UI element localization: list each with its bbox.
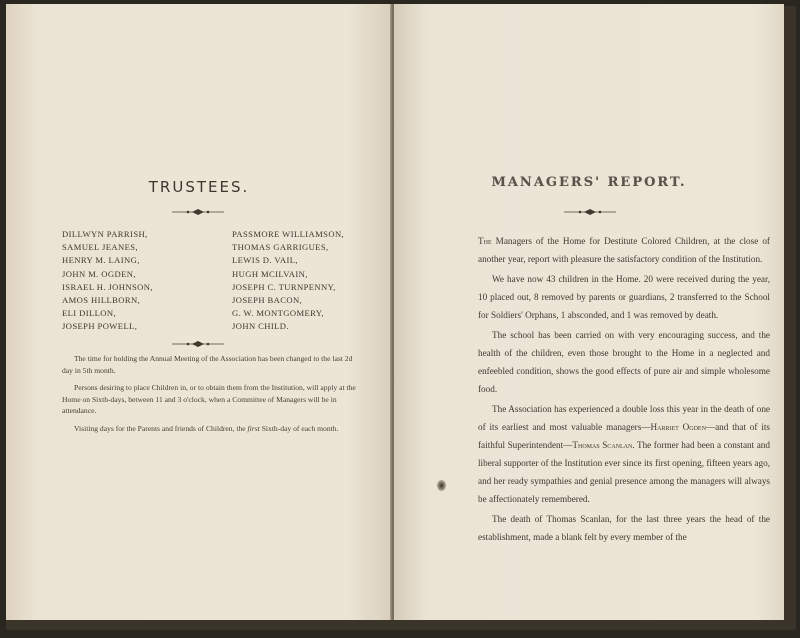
- note-placing-children: Persons desiring to place Children in, or to obtain them from the Institution, will apply at the Home on Sixth-days, between 11 and 3 o'clock, when a Committee of Managers will be in attendance.: [62, 383, 356, 416]
- trustee-name: AMOS HILLBORN,: [62, 295, 141, 306]
- trustee-name: ISRAEL H. JOHNSON,: [62, 281, 153, 292]
- trustee-name: JOHN M. OGDEN,: [62, 268, 136, 279]
- trustee-name: THOMAS GARRIGUES,: [232, 242, 329, 253]
- report-paragraph: The death of Thomas Scanlan, for the last three years the head of the establishment, made a blank felt by every member of the: [478, 514, 770, 542]
- trustee-name: JOSEPH POWELL,: [62, 321, 138, 332]
- ornament-divider-icon: [168, 208, 228, 216]
- trustee-name: ELI DILLON,: [62, 308, 117, 319]
- trustee-name: JOSEPH C. TURNPENNY,: [232, 281, 336, 292]
- trustee-name: JOHN CHILD.: [232, 321, 289, 332]
- report-paragraph: The school has been carried on with very encouraging success, and the health of the children, even those brought to the Home in a neglected and enfeebled condition, shows the good effects of pure air and simple wholesome food.: [478, 330, 770, 394]
- report-paragraph: The Association has experienced a double loss this year in the death of one of its earliest and most valuable managers—Harriet Ogden—and that of its faithful Superintendent—Thomas Scanlan. The former had been a constant and liberal supporter of the Institution ever since its first opening, fifteen years ago, and her ready sympathies and genial presence among the managers will always be affectionately remembered.: [478, 404, 770, 504]
- report-paragraph: The Managers of the Home for Destitute Colored Children, at the close of another year, report with pleasure the satisfactory condition of the Institution.: [478, 236, 770, 264]
- trustee-name: HUGH MCILVAIN,: [232, 268, 308, 279]
- trustees-list-right: [232, 228, 344, 334]
- trustee-name: G. W. MONTGOMERY,: [232, 308, 324, 319]
- trustee-name: SAMUEL JEANES,: [62, 242, 138, 253]
- trustee-name: HENRY M. LAING,: [62, 255, 140, 266]
- trustee-name: LEWIS D. VAIL,: [232, 255, 298, 266]
- report-paragraph: We have now 43 children in the Home. 20 were received during the year, 10 placed out, 8 removed by parents or guardians, 2 transferred to the School for Soldiers' Orphans, 1 absconded, and 1 was removed by death.: [478, 274, 770, 320]
- ornament-divider-icon: [560, 208, 620, 216]
- managers-report-heading: MANAGERS' REPORT.: [491, 175, 687, 190]
- note-visiting-days: Visiting days for the Parents and friends of Children, the first Sixth-day of each month.: [74, 423, 339, 433]
- trustee-name: DILLWYN PARRISH,: [62, 229, 148, 239]
- report-body: [478, 232, 770, 548]
- trustees-heading: TRUSTEES.: [148, 178, 250, 196]
- trustee-name: PASSMORE WILLIAMSON,: [232, 229, 345, 239]
- ornament-divider-icon: [168, 340, 228, 348]
- ink-stain: [437, 480, 446, 491]
- association-notes: [62, 353, 362, 441]
- trustee-name: JOSEPH BACON,: [232, 295, 303, 306]
- note-annual-meeting: The time for holding the Annual Meeting of the Association has been changed to the last 2d day in 5th month.: [62, 354, 353, 375]
- trustees-list-left: [62, 228, 153, 334]
